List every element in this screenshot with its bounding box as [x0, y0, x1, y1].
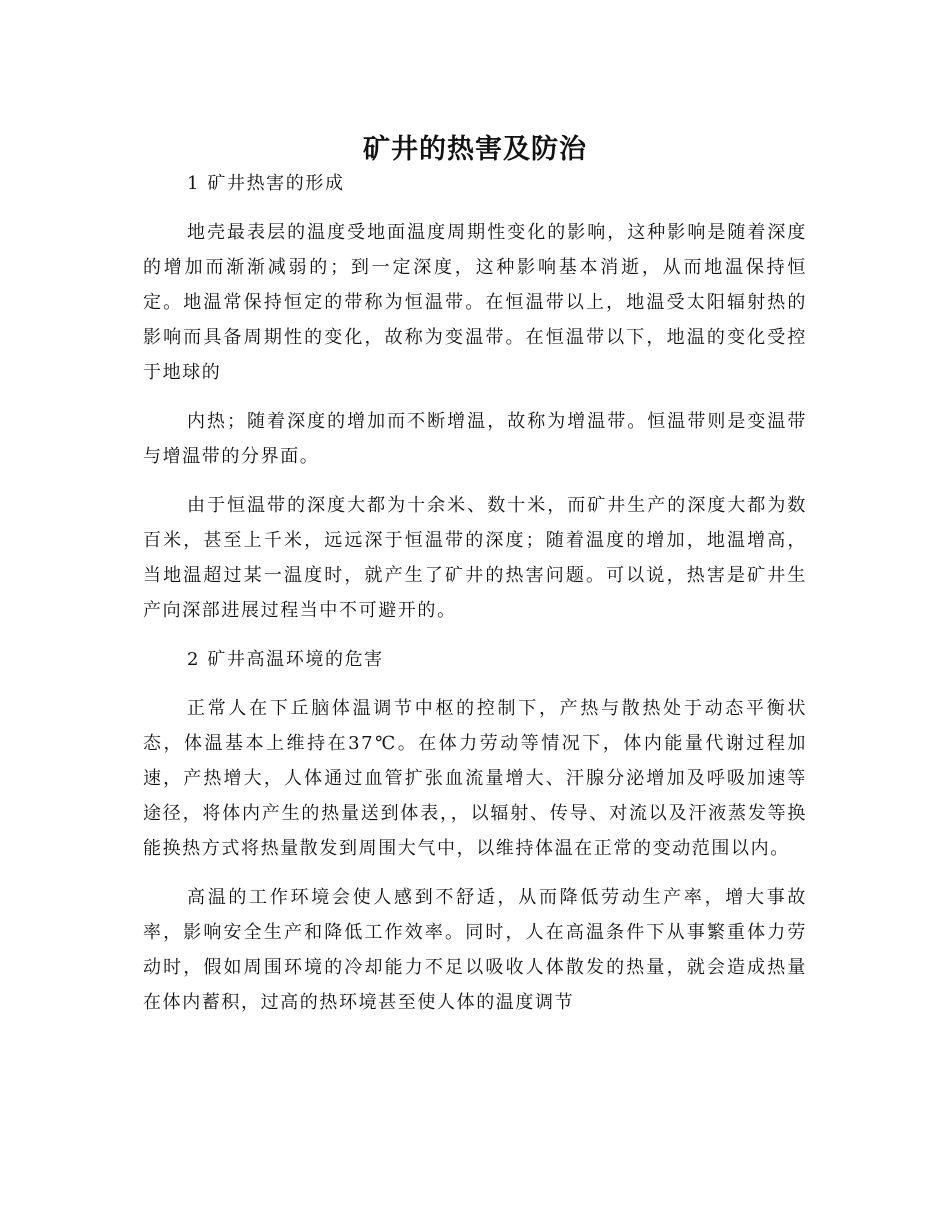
- document-body: [143, 166, 807, 1034]
- paragraph: 高温的工作环境会使人感到不舒适，从而降低劳动生产率，增大事故率，影响安全生产和降低工作效率。同时，人在高温条件下从事繁重体力劳动时，假如周围环境的冷却能力不足以吸收人体散发的热量，就会造成热量在体内蓄积，过高的热环境甚至使人体的温度调节: [143, 887, 807, 1013]
- section-heading: 1 矿井热害的形成: [187, 173, 345, 194]
- paragraph: 正常人在下丘脑体温调节中枢的控制下，产热与散热处于动态平衡状态，体温基本上维持在37℃。在体力劳动等情况下，体内能量代谢过程加速，产热增大，人体通过血管扩张血流量增大、汗腺分泌增加及呼吸加速等途径，将体内产生的热量送到体表，，以辐射、传导、对流以及汗液蒸发等换能换热方式将热量散发到周围大气中，以维持体温在正常的变动范围以内。: [143, 698, 807, 859]
- paragraph: 内热；随着深度的增加而不断增温，故称为增温带。恒温带则是变温带与增温带的分界面。: [143, 411, 807, 467]
- paragraph: 由于恒温带的深度大都为十余米、数十米，而矿井生产的深度大都为数百米，甚至上千米，远远深于恒温带的深度；随着温度的增加，地温增高，当地温超过某一温度时，就产生了矿井的热害问题。可以说，热害是矿井生产向深部进展过程当中不可避开的。: [143, 495, 807, 621]
- document-title: 矿井的热害及防治: [363, 134, 587, 166]
- paragraph: 地壳最表层的温度受地面温度周期性变化的影响，这种影响是随着深度的增加而渐渐减弱的；到一定深度，这种影响基本消逝，从而地温保持恒定。地温常保持恒定的带称为恒温带。在恒温带以上，地温受太阳辐射热的影响而具备周期性的变化，故称为变温带。在恒温带以下，地温的变化受控于地球的: [143, 222, 807, 383]
- section-heading: 2 矿井高温环境的危害: [187, 649, 384, 670]
